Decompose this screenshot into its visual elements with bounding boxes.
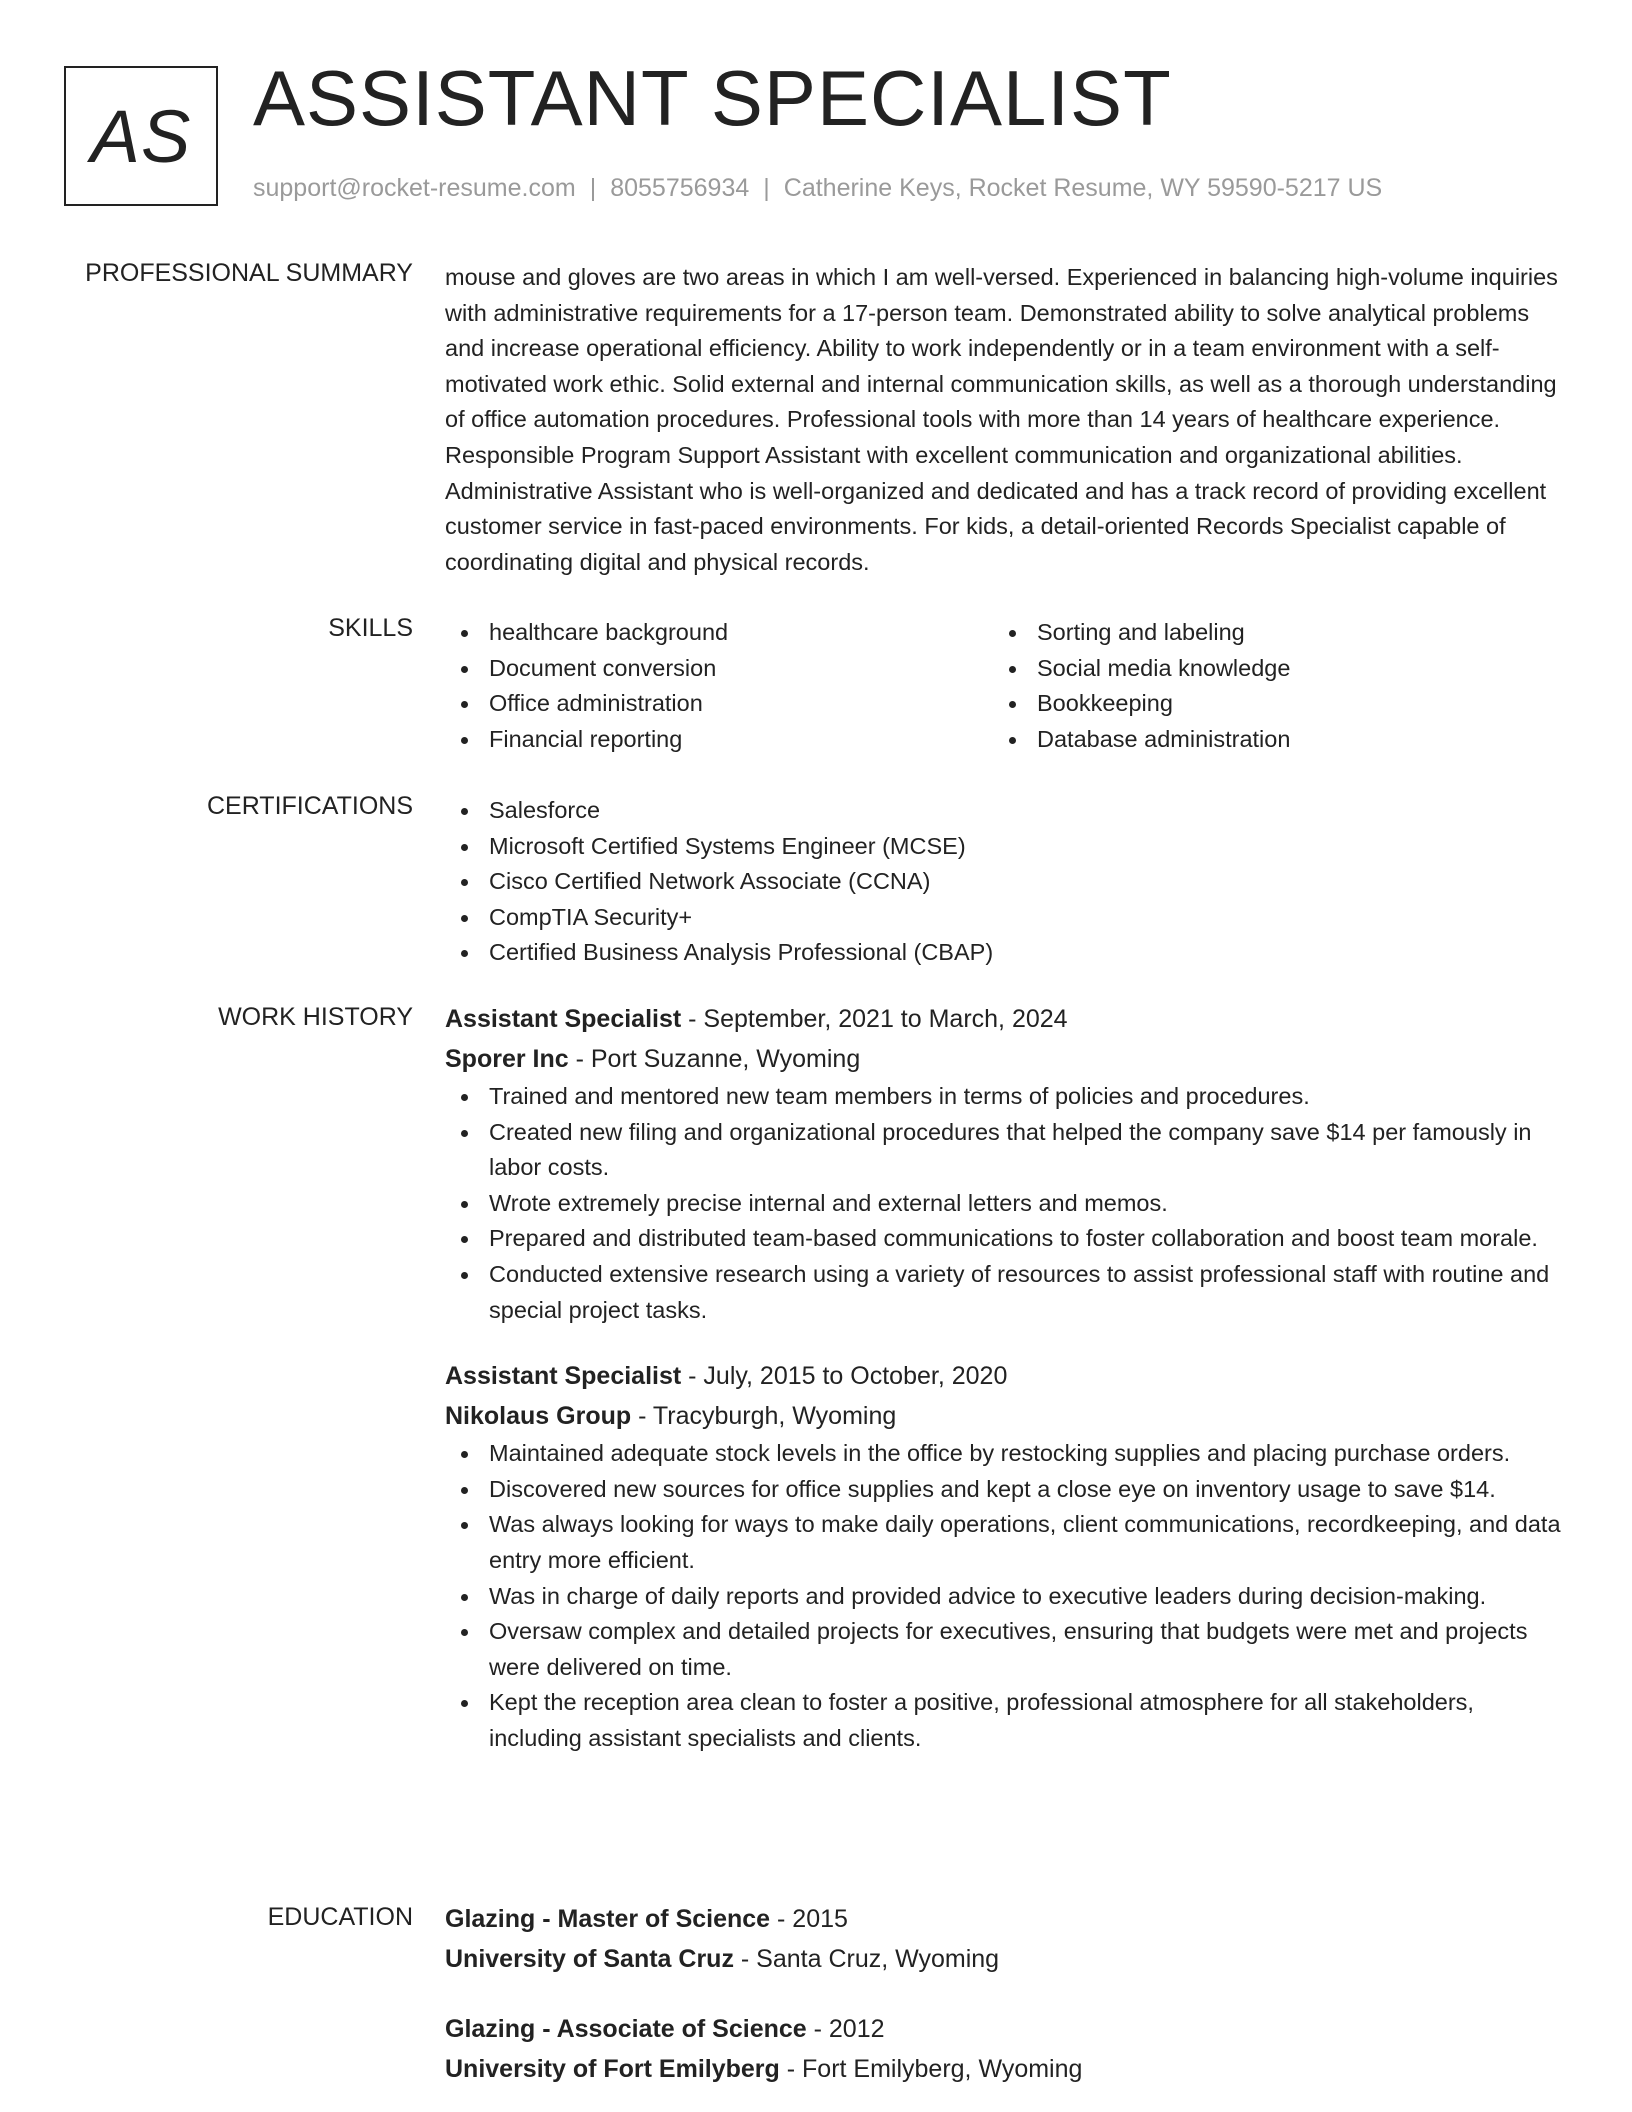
summary-text: mouse and gloves are two areas in which I am well-versed. Experienced in balancing high-volume inquiries with administrative requirements for a 17-person team. Demonstrated ability to solve analytical problems and increase operational efficiency. Ability to work independently or in a team environment with a self-motivated work ethic. Solid external and internal communication skills, as well as a thorough understanding of office automation procedures. Professional tools with more than 14 years of healthcare experience. Responsible Program Support Assistant with excellent communication and organizational abilities. Administrative Assistant who is well-organized and dedicated and has a track record of providing excellent customer service in fast-paced environments. For kids, a detail-oriented Records Specialist capable of coordinating digital and physical records. bbox=[445, 264, 1558, 575]
certification-item: CompTIA Security+ bbox=[445, 900, 1565, 936]
work-history-body bbox=[445, 999, 1565, 1757]
contact-line bbox=[253, 174, 1382, 203]
job-bullet: Trained and mentored new team members in terms of policies and procedures. bbox=[445, 1079, 1565, 1115]
contact-address: Catherine Keys, Rocket Resume, WY 59590-5217 US bbox=[783, 174, 1383, 202]
contact-separator: | bbox=[589, 174, 597, 202]
job-bullet: Discovered new sources for office supplies and kept a close eye on inventory usage to save $14. bbox=[445, 1472, 1565, 1508]
job-bullet: Was in charge of daily reports and provided advice to executive leaders during decision-making. bbox=[445, 1579, 1565, 1615]
education-year: - 2015 bbox=[770, 1905, 848, 1933]
job-dates: - September, 2021 to March, 2024 bbox=[681, 1005, 1068, 1033]
job-bullet: Maintained adequate stock levels in the office by restocking supplies and placing purchase orders. bbox=[445, 1436, 1565, 1472]
certification-item: Microsoft Certified Systems Engineer (MCSE) bbox=[445, 829, 1565, 865]
job-title-line bbox=[445, 1356, 1565, 1396]
skill-item: Database administration bbox=[993, 722, 1541, 758]
job-location: - Tracyburgh, Wyoming bbox=[631, 1402, 897, 1431]
skills-list-left bbox=[445, 615, 993, 757]
skill-item: Financial reporting bbox=[445, 722, 993, 758]
resume-title: ASSISTANT SPECIALIST bbox=[253, 54, 1172, 142]
certification-item: Certified Business Analysis Professional (CBAP) bbox=[445, 935, 1565, 971]
job-dates: - July, 2015 to October, 2020 bbox=[681, 1362, 1008, 1391]
job-bullet: Prepared and distributed team-based communications to foster collaboration and boost team morale. bbox=[445, 1221, 1565, 1257]
job-role: Assistant Specialist bbox=[445, 1362, 682, 1391]
education-school: University of Fort Emilyberg bbox=[445, 2055, 780, 2083]
job-bullet: Oversaw complex and detailed projects for executives, ensuring that budgets were met and projects were delivered on time. bbox=[445, 1614, 1565, 1685]
job-entry bbox=[445, 1356, 1565, 1756]
education-degree-line bbox=[445, 2009, 1565, 2049]
education-degree: Glazing - Associate of Science bbox=[445, 2015, 807, 2043]
contact-separator: | bbox=[763, 174, 770, 202]
job-company: Sporer Inc bbox=[445, 1045, 569, 1073]
job-company-line bbox=[445, 1396, 1565, 1436]
education-school-line bbox=[445, 2049, 1565, 2089]
section-title-certifications: CERTIFICATIONS bbox=[206, 792, 413, 820]
education-year: - 2012 bbox=[806, 2015, 885, 2043]
education-entry bbox=[445, 1899, 1565, 1979]
job-bullet: Wrote extremely precise internal and external letters and memos. bbox=[445, 1186, 1565, 1222]
contact-email: support@rocket-resume.com bbox=[253, 174, 576, 202]
skill-item: Bookkeeping bbox=[993, 686, 1541, 722]
certification-item: Cisco Certified Network Associate (CCNA) bbox=[445, 864, 1565, 900]
job-entry bbox=[445, 999, 1565, 1328]
job-bullets bbox=[445, 1079, 1565, 1328]
education-location: - Fort Emilyberg, Wyoming bbox=[779, 2055, 1083, 2083]
job-company: Nikolaus Group bbox=[445, 1402, 632, 1431]
section-title-summary: PROFESSIONAL SUMMARY bbox=[85, 259, 413, 287]
education-degree: Glazing - Master of Science bbox=[445, 1905, 771, 1933]
contact-phone: 8055756934 bbox=[610, 174, 750, 202]
skill-item: Social media knowledge bbox=[993, 651, 1541, 687]
job-company-line bbox=[445, 1039, 1565, 1079]
skill-item: healthcare background bbox=[445, 615, 993, 651]
section-title-skills: SKILLS bbox=[328, 614, 413, 642]
monogram-badge: AS bbox=[64, 66, 218, 206]
section-title-education: EDUCATION bbox=[267, 1903, 413, 1931]
skill-item: Document conversion bbox=[445, 651, 993, 687]
education-school-line bbox=[445, 1939, 1565, 1979]
job-bullet: Kept the reception area clean to foster a positive, professional atmosphere for all stakeholders, including assistant specialists and clients. bbox=[445, 1685, 1565, 1756]
skills-body bbox=[445, 615, 1565, 757]
job-bullets bbox=[445, 1436, 1565, 1756]
certifications-body bbox=[445, 793, 1565, 971]
skills-list-right bbox=[993, 615, 1541, 757]
education-degree-line bbox=[445, 1899, 1565, 1939]
certification-item: Salesforce bbox=[445, 793, 1565, 829]
skill-item: Sorting and labeling bbox=[993, 615, 1541, 651]
skill-item: Office administration bbox=[445, 686, 993, 722]
job-role: Assistant Specialist bbox=[445, 1005, 682, 1033]
job-bullet: Created new filing and organizational procedures that helped the company save $14 per famously in labor costs. bbox=[445, 1115, 1565, 1186]
job-bullet: Conducted extensive research using a variety of resources to assist professional staff with routine and special project tasks. bbox=[445, 1257, 1565, 1328]
education-school: University of Santa Cruz bbox=[445, 1945, 734, 1973]
education-body bbox=[445, 1899, 1565, 2089]
section-title-work-history: WORK HISTORY bbox=[218, 1003, 413, 1031]
education-entry bbox=[445, 2009, 1565, 2089]
job-location: - Port Suzanne, Wyoming bbox=[568, 1045, 861, 1073]
education-location: - Santa Cruz, Wyoming bbox=[733, 1945, 1000, 1973]
job-title-line bbox=[445, 999, 1565, 1039]
job-bullet: Was always looking for ways to make daily operations, client communications, recordkeeping, and data entry more efficient. bbox=[445, 1507, 1565, 1578]
certifications-list bbox=[445, 793, 1565, 971]
